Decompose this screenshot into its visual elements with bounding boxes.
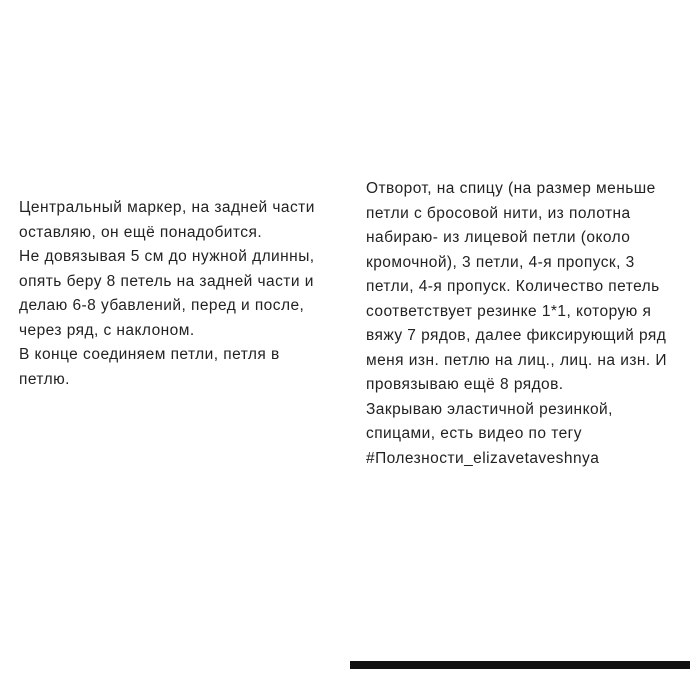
left-text-line: оставляю, он ещё понадобится. (19, 223, 263, 241)
right-text-line: #Полезности_elizavetaveshnya (366, 449, 600, 467)
left-text-line: В конце соединяем петли, петля в (19, 346, 280, 363)
right-text-line: вяжу 7 рядов, далее фиксирующий ряд (366, 327, 667, 344)
right-text-line: соответствует резинке 1*1, которую я (366, 302, 652, 320)
right-text-line: петли, 4-я пропуск. Количество петель (366, 278, 660, 295)
left-text-line: Центральный маркер, на задней части (19, 199, 315, 216)
right-text-line: меня изн. петлю на лиц., лиц. на изн. И (366, 351, 668, 369)
left-text-line: через ряд, с наклоном. (19, 321, 195, 339)
left-text-line: Не довязывая 5 см до нужной длинны, (19, 248, 315, 265)
right-text-line: набираю- из лицевой петли (около (366, 229, 631, 246)
right-text-line: Отворот, на спицу (на размер меньше (366, 180, 656, 197)
right-text-line: провязываю ещё 8 рядов. (366, 376, 564, 393)
left-text-line: делаю 6-8 убавлений, перед и после, (19, 297, 305, 314)
right-instructions-text (366, 177, 690, 471)
left-instructions-text (19, 196, 349, 392)
right-text-line: Закрываю эластичной резинкой, (366, 400, 613, 418)
right-text-line: спицами, есть видео по тегу (366, 425, 582, 442)
left-text-line: петлю. (19, 370, 70, 388)
right-text-line: петли с бросовой нити, из полотна (366, 204, 631, 222)
left-text-line: опять беру 8 петель на задней части и (19, 272, 314, 290)
black-divider-bar (350, 661, 690, 669)
right-text-line: кромочной), 3 петли, 4-я пропуск, 3 (366, 253, 635, 271)
